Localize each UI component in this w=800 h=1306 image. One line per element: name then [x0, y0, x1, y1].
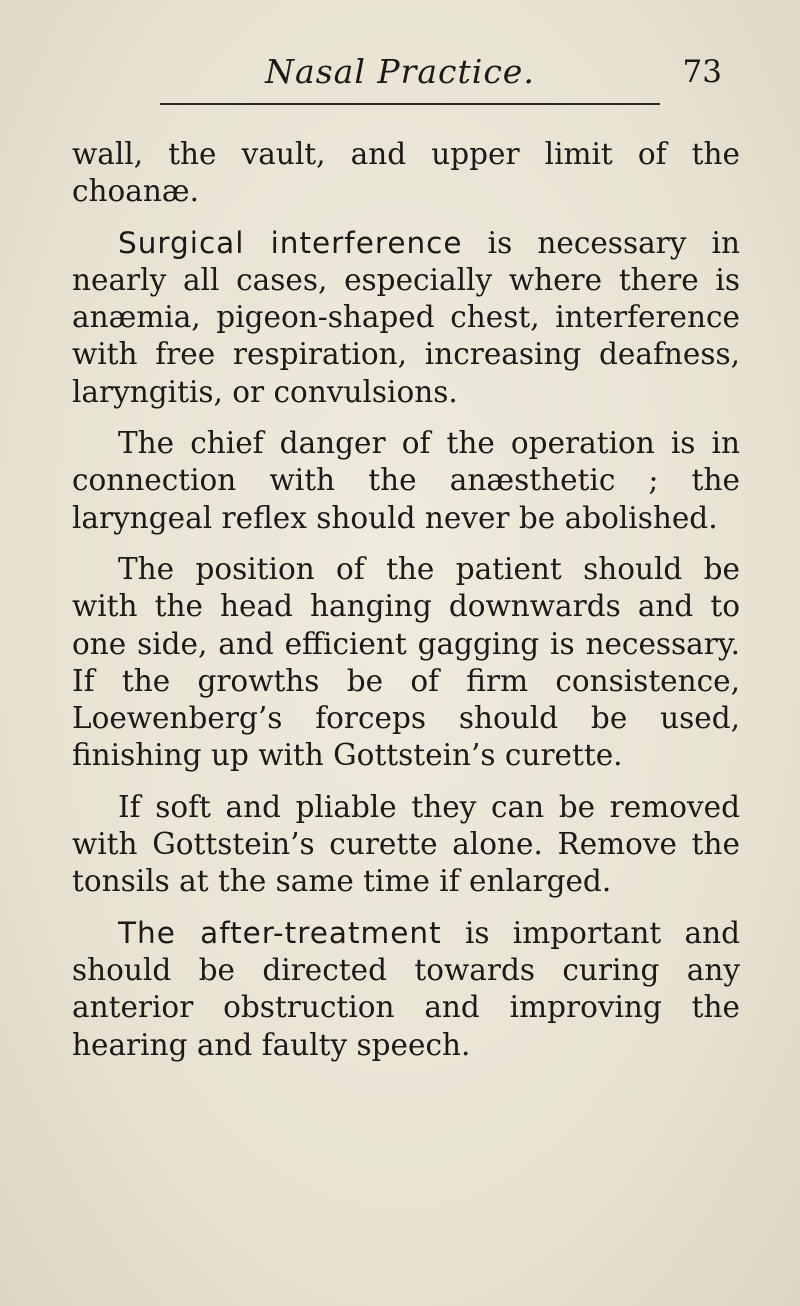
- paragraph-chief-danger: [72, 425, 740, 537]
- page-header: [70, 50, 730, 100]
- body-text: [72, 136, 740, 1064]
- paragraph-text: If soft and pliable they can be removed with Gottstein’s curette alone. Remove the tonsils at the same time if enlarged.: [72, 789, 740, 899]
- run-in-heading: Surgical interference: [118, 225, 463, 260]
- paragraph-text: wall, the vault, and upper limit of the choanæ.: [72, 137, 740, 209]
- paragraph-text: is important and should be directed towards curing any anterior obstruction and improving the hearing and faulty speech.: [72, 915, 740, 1062]
- page-number: 73: [682, 54, 722, 90]
- paragraph-continuation: [72, 136, 740, 211]
- paragraph-soft-growths: [72, 789, 740, 901]
- paragraph-text: The position of the patient should be with the head hanging downwards and to one side, and efficient gagging is necessary. If the growths be of firm consistence, Loewenberg’s forceps should be used, finishing up with Gottstein’s curette.: [72, 551, 740, 773]
- running-head: Nasal Practice.: [265, 52, 535, 91]
- paragraph-patient-position: [72, 551, 740, 775]
- paragraph-text: is necessary in nearly all cases, especially where there is anæmia, pigeon-shaped chest, interference with free respiration, increasing deafness, laryngitis, or convulsions.: [72, 225, 740, 409]
- paragraph-text: The chief danger of the operation is in connection with the anæsthetic ; the laryngeal reflex should never be abolished.: [72, 426, 740, 535]
- paragraph-surgical-interference: [72, 225, 740, 411]
- paragraph-after-treatment: [72, 915, 740, 1064]
- header-rule: [160, 103, 660, 105]
- run-in-heading: The after-treatment: [118, 915, 442, 950]
